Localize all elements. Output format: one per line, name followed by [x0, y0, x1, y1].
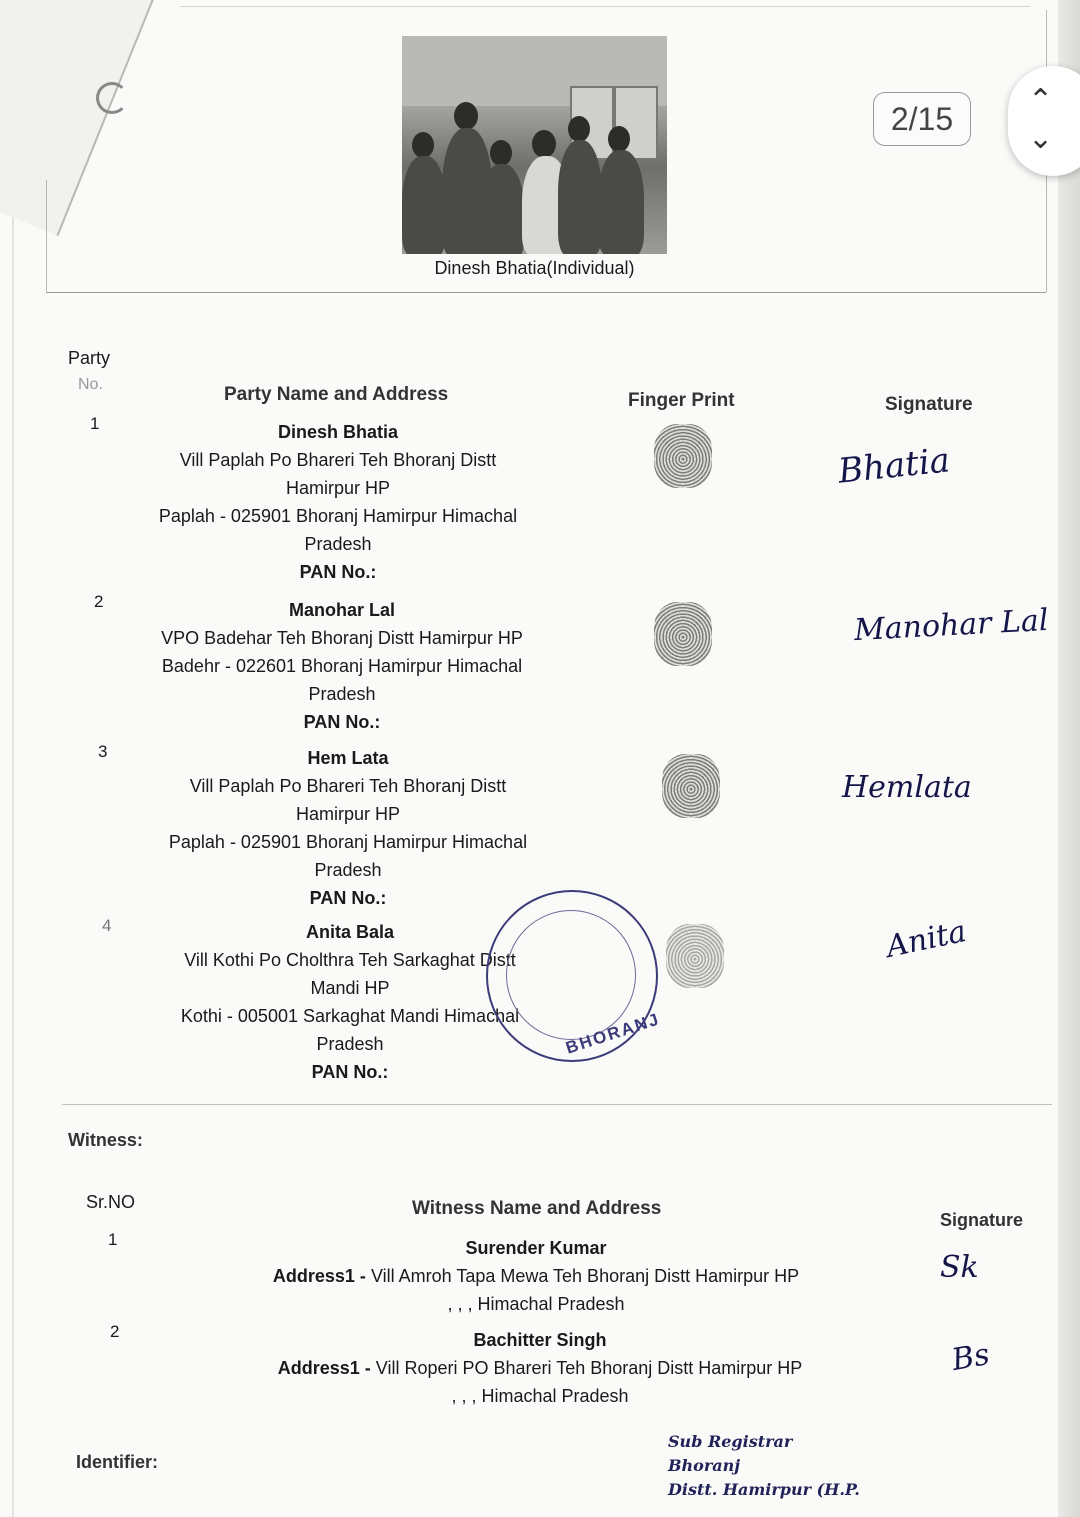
witness-number: 1 — [108, 1230, 118, 1249]
party-entry — [152, 918, 548, 1086]
witness-signature-header: Signature — [940, 1210, 1024, 1230]
witness-address-line2: , , , Himachal Pradesh — [451, 1386, 629, 1406]
witness-address-text: Vill Roperi PO Bhareri Teh Bhoranj Distt Hamirpur HP — [375, 1358, 803, 1378]
witness-address-prefix: Address1 - — [277, 1358, 371, 1378]
seal-text: BHORANJ — [563, 1009, 663, 1058]
witness-address-prefix: Address1 - — [272, 1266, 366, 1286]
party-address-line: Badehr - 022601 Bhoranj Hamirpur Himachal — [161, 656, 523, 676]
witness-name-address-header: Witness Name and Address — [412, 1198, 662, 1219]
witness-address-line2: , , , Himachal Pradesh — [447, 1294, 625, 1314]
photo-caption: Dinesh Bhatia(Individual) — [434, 258, 635, 278]
party-no-label-line1: Party — [68, 348, 111, 368]
photo-box-bottom-border — [46, 292, 1046, 293]
chevron-down-icon[interactable]: ⌄ — [1028, 122, 1054, 155]
party-address-line: Pradesh — [316, 1034, 384, 1054]
party-pan: PAN No.: — [309, 888, 387, 908]
witness-signature: Sk — [940, 1250, 979, 1285]
registrar-seal — [486, 890, 663, 1062]
party-address-line: Pradesh — [314, 860, 382, 880]
party-photo — [402, 36, 667, 254]
witness-address — [240, 1354, 840, 1382]
party-name: Manohar Lal — [288, 600, 395, 620]
page-fold-line — [12, 0, 14, 1517]
party-signature: Bhatia — [836, 440, 952, 492]
party-entry — [140, 418, 536, 586]
party-name: Hem Lata — [307, 748, 389, 768]
party-name: Dinesh Bhatia — [277, 422, 399, 442]
party-address-line: Vill Paplah Po Bhareri Teh Bhoranj Distt — [189, 776, 507, 796]
witness-name: Surender Kumar — [465, 1238, 607, 1258]
witness-srno-header: Sr.NO — [86, 1192, 136, 1212]
finger-print-header: Finger Print — [628, 390, 735, 411]
page-edge — [1058, 0, 1080, 1517]
sub-registrar-line3: Distt. Hamirpur (H.P. — [668, 1480, 860, 1499]
party-number: 3 — [98, 742, 108, 761]
party-number: 4 — [102, 916, 112, 935]
party-no-label-line2: No. — [78, 376, 103, 393]
signature-header: Signature — [885, 394, 973, 415]
folded-corner — [0, 0, 182, 236]
fingerprint-image — [654, 424, 712, 488]
party-signature: Manohar Lal — [853, 602, 1050, 649]
party-pan: PAN No.: — [303, 712, 381, 732]
party-address-line: Hamirpur HP — [285, 478, 391, 498]
party-name: Anita Bala — [305, 922, 395, 942]
page-nav-control[interactable] — [1008, 66, 1080, 176]
sub-registrar-stamp — [668, 1430, 860, 1502]
party-pan: PAN No.: — [299, 562, 377, 582]
top-rule — [180, 6, 1030, 7]
party-number: 1 — [90, 414, 100, 433]
witness-address — [236, 1262, 836, 1290]
party-address-line: Mandi HP — [310, 978, 390, 998]
party-number: 2 — [94, 592, 104, 611]
party-entry — [150, 744, 546, 912]
witness-signature: Bs — [949, 1337, 993, 1378]
chevron-up-icon[interactable]: ⌃ — [1028, 84, 1054, 117]
party-address-line: Kothi - 005001 Sarkaghat Mandi Himachal — [180, 1006, 520, 1026]
fingerprint-image — [654, 602, 712, 666]
party-entry — [144, 596, 540, 736]
sub-registrar-line1: Sub Registrar — [668, 1432, 793, 1451]
party-signature: Hemlata — [842, 770, 972, 805]
party-address-line: VPO Badehar Teh Bhoranj Distt Hamirpur HP — [161, 628, 523, 648]
party-pan: PAN No.: — [311, 1062, 389, 1082]
party-name-address-header: Party Name and Address — [224, 384, 449, 405]
page-indicator: 2/15 — [873, 92, 971, 146]
fingerprint-image — [662, 754, 720, 818]
party-address-line: Paplah - 025901 Bhoranj Hamirpur Himachal — [168, 832, 528, 852]
identifier-label: Identifier: — [76, 1452, 159, 1472]
witness-entry — [240, 1326, 840, 1410]
photo-box-left-border — [46, 180, 47, 292]
section-divider — [62, 1104, 1052, 1105]
witness-number: 2 — [110, 1322, 120, 1341]
witness-name: Bachitter Singh — [473, 1330, 607, 1350]
fingerprint-image — [666, 924, 724, 988]
party-signature: Anita — [883, 914, 970, 965]
party-address-line: Pradesh — [308, 684, 376, 704]
party-address-line: Vill Kothi Po Cholthra Teh Sarkaghat Distt — [184, 950, 516, 970]
witness-entry — [236, 1234, 836, 1318]
witness-section-label: Witness: — [68, 1130, 143, 1150]
party-address-line: Pradesh — [304, 534, 372, 554]
sub-registrar-line2: Bhoranj — [668, 1456, 741, 1475]
witness-address-text: Vill Amroh Tapa Mewa Teh Bhoranj Distt Hamirpur HP — [370, 1266, 800, 1286]
party-address-line: Vill Paplah Po Bhareri Teh Bhoranj Distt — [179, 450, 497, 470]
party-address-line: Hamirpur HP — [295, 804, 401, 824]
staple-mark — [96, 82, 128, 114]
party-address-line: Paplah - 025901 Bhoranj Hamirpur Himachal — [158, 506, 518, 526]
